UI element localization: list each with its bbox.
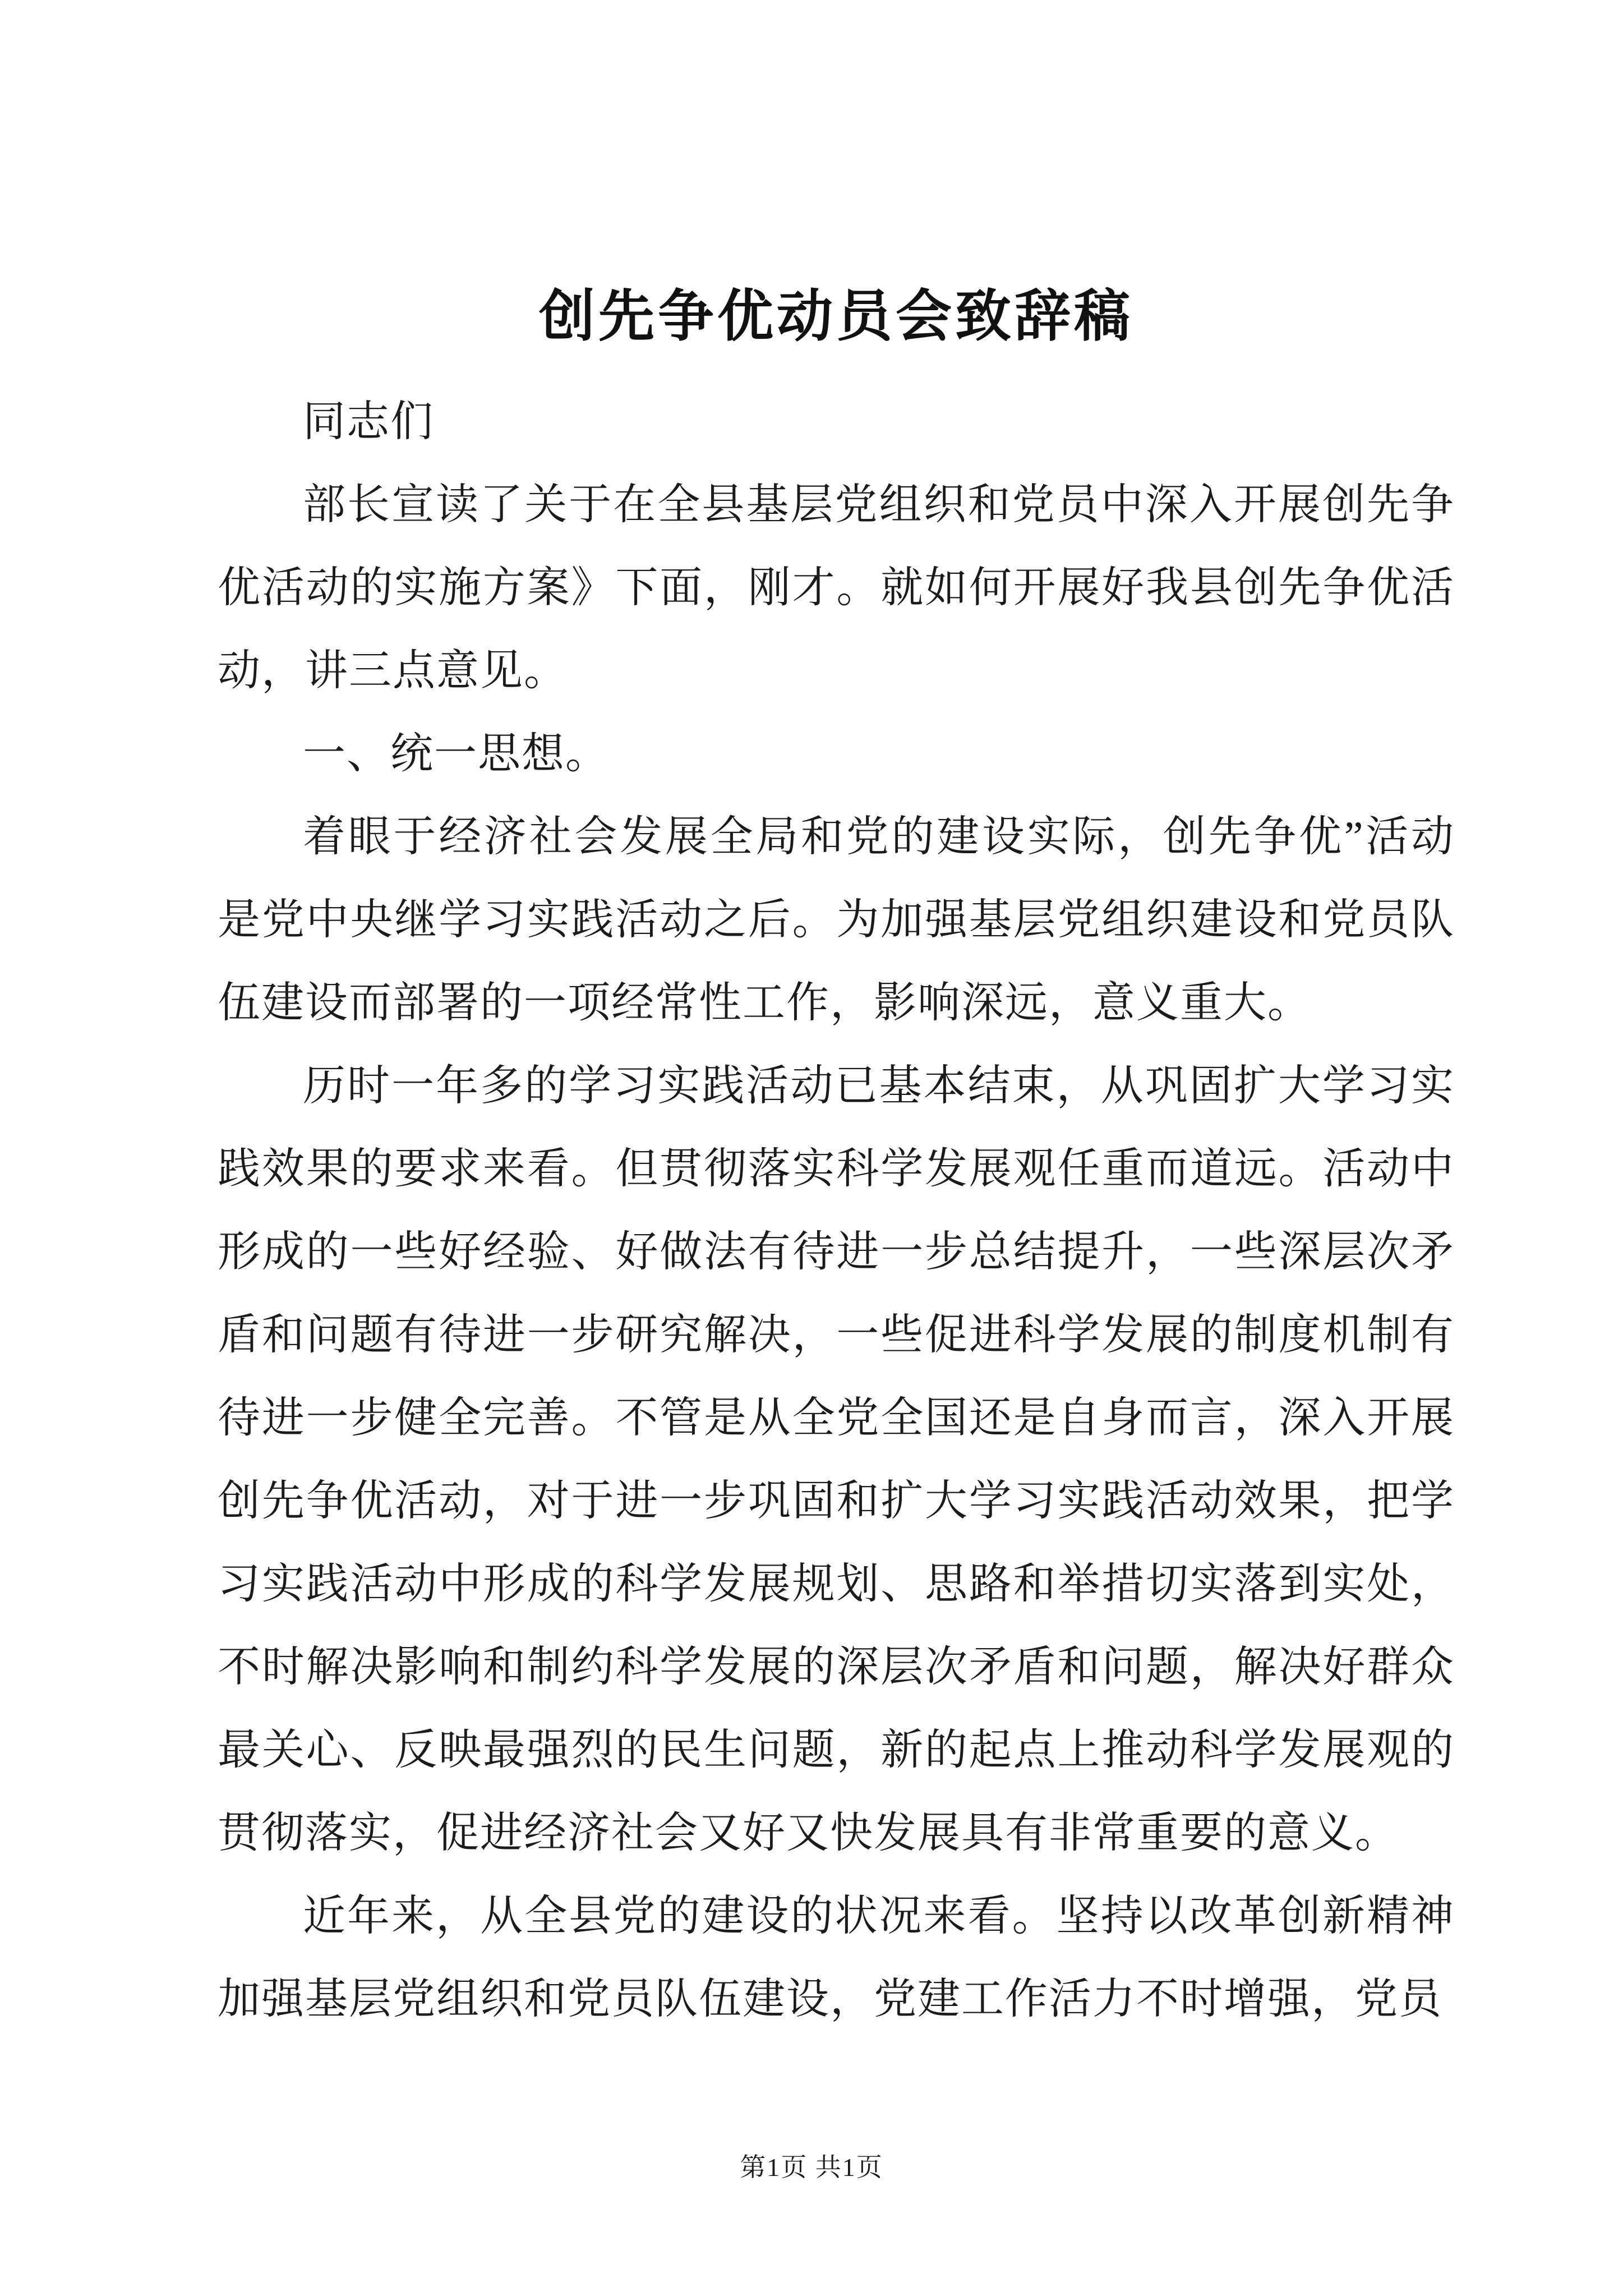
paragraph-salutation: 同志们 (303, 398, 434, 445)
paragraph-intro: 部长宣读了关于在全县基层党组织和党员中深入开展创先争优活动的实施方案》下面，刚才。就如何开展好我县创先争优活动，讲三点意见。 (218, 481, 1455, 694)
paragraph-body-1: 着眼于经济社会发展全局和党的建设实际，创先争优”活动是党中央继学习实践活动之后。为加强基层党组织建设和党员队伍建设而部署的一项经常性工作，影响深远，意义重大。 (218, 813, 1455, 1027)
paragraph-section-heading: 一、统一思想。 (303, 730, 609, 777)
paragraph-body-2: 历时一年多的学习实践活动已基本结束，从巩固扩大学习实践效果的要求来看。但贯彻落实科学发展观任重而道远。活动中形成的一些好经验、好做法有待进一步总结提升，一些深层次矛盾和问题有待进一步研究解决，一些促进科学发展的制度机制有待进一步健全完善。不管是从全党全国还是自身而言，深入开展创先争优活动，对于进一步巩固和扩大学习实践活动效果，把学习实践活动中形成的科学发展规划、思路和举措切实落到实处，不时解决影响和制约科学发展的深层次矛盾和问题，解决好群众最关心、反映最强烈的民生问题，新的起点上推动科学发展观的贯彻落实，促进经济社会又好又快发展具有非常重要的意义。 (218, 1062, 1455, 1857)
document-title: 创先争优动员会致辞稿 (539, 286, 1133, 348)
paragraph-body-3: 近年来，从全县党的建设的状况来看。坚持以改革创新精神加强基层党组织和党员队伍建设，党建工作活力不时增强，党员 (218, 1893, 1455, 2023)
page-number-footer: 第1页 共1页 (740, 2153, 883, 2182)
